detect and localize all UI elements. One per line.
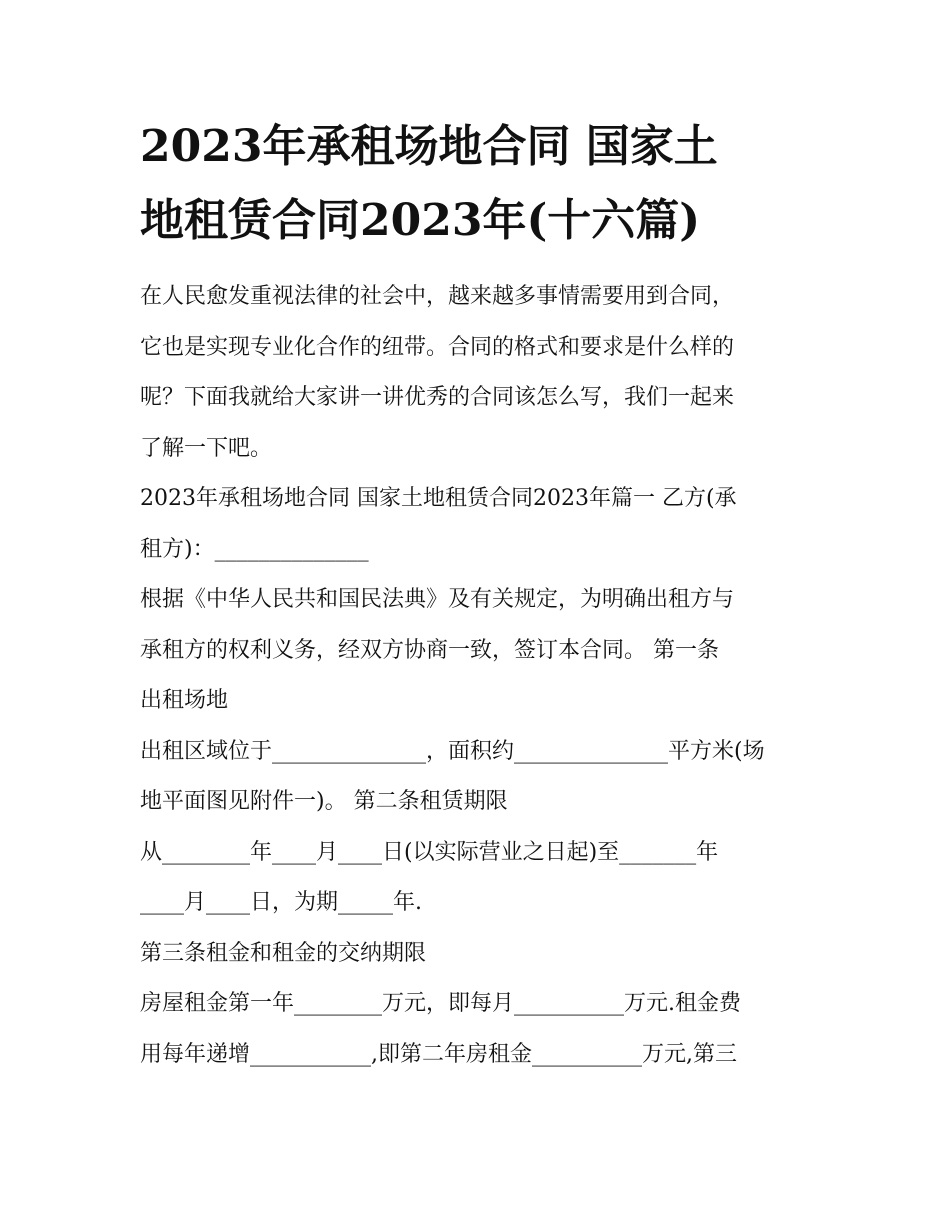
body-line: 根据《中华人民共和国民法典》及有关规定，为明确出租方与 <box>140 587 735 612</box>
body-line: 了解一下吧。 <box>140 435 273 461</box>
body-line: 房屋租金第一年________万元，即每月__________万元.租金费 <box>140 991 741 1016</box>
body-line: 从________年____月____日(以实际营业之日起)至_______年 <box>140 839 719 865</box>
document-page <box>140 110 820 1080</box>
body-line: 租方)：______________ <box>140 536 369 562</box>
body-line: 用每年递增___________,即第二年房租金__________万元,第三 <box>140 1041 737 1067</box>
body-line: 呢？下面我就给大家讲一讲优秀的合同该怎么写，我们一起来 <box>140 385 735 410</box>
body-line: 地平面图见附件一)。 第二条租赁期限 <box>140 789 508 814</box>
body-line: 它也是实现专业化合作的纽带。合同的格式和要求是什么样的 <box>140 334 735 360</box>
body-line: 第三条租金和租金的交纳期限 <box>140 940 427 966</box>
title-line-1: 2023年承租场地合同 国家土 <box>140 121 718 172</box>
body-line: 承租方的权利义务，经双方协商一致，签订本合同。 第一条 <box>140 637 719 663</box>
body-line: ____月____日，为期_____年. <box>140 890 422 915</box>
document-body <box>140 272 820 1080</box>
body-line: 2023年承租场地合同 国家土地租赁合同2023年篇一 乙方(承 <box>140 486 737 511</box>
body-line: 出租区域位于______________，面积约______________平方米(场 <box>140 738 765 764</box>
body-line: 出租场地 <box>140 688 229 713</box>
body-line: 在人民愈发重视法律的社会中，越来越多事情需要用到合同， <box>140 284 735 309</box>
document-title <box>140 110 820 258</box>
title-line-2: 地租赁合同2023年(十六篇) <box>140 195 701 246</box>
